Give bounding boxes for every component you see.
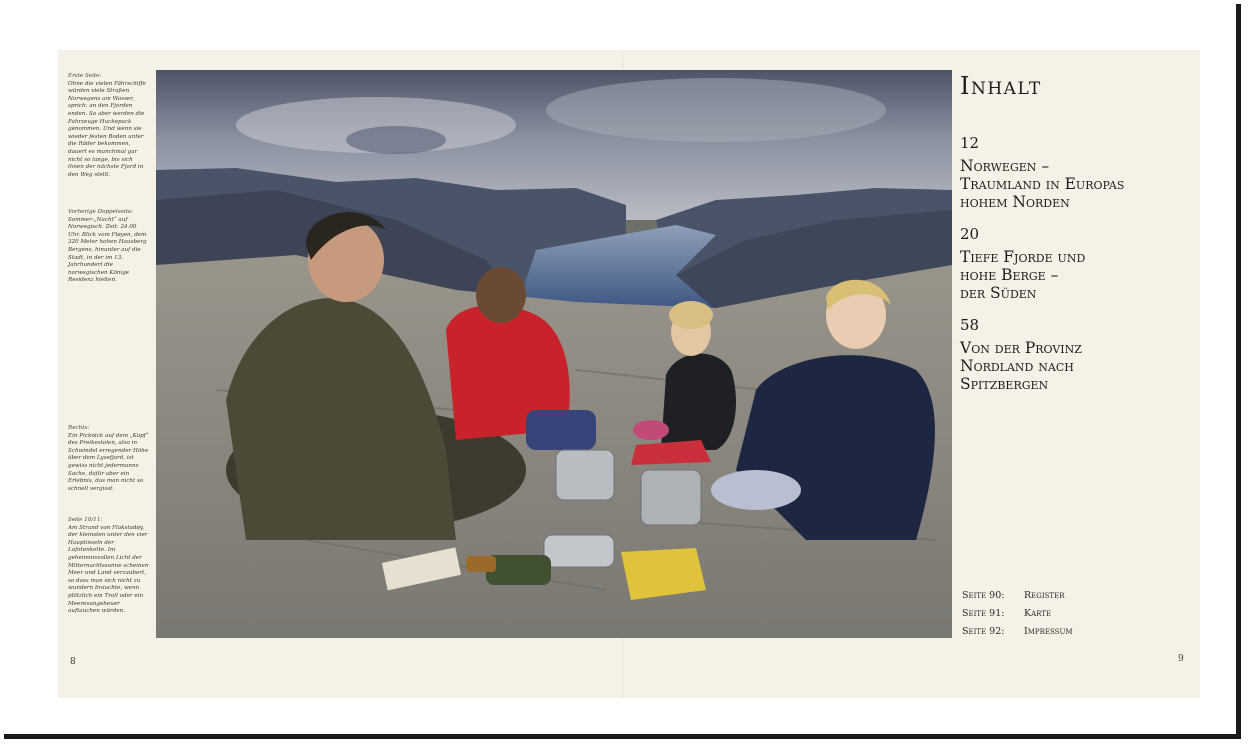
picnic-photo: [156, 70, 952, 638]
toc-title-line: hohem Norden: [960, 193, 1070, 211]
folio-right: 9: [1178, 654, 1184, 664]
toc-title: Inhalt: [960, 72, 1042, 100]
toc-title-line: Spitzbergen: [960, 375, 1049, 393]
toc-title-line: Tiefe Fjorde und: [960, 248, 1086, 266]
appendix-references: [962, 590, 1073, 644]
toc-entry: [960, 316, 1190, 393]
toc-page-number: 12: [960, 134, 980, 152]
reference-title: Impressum: [1024, 626, 1073, 637]
toc-entry: [960, 225, 1190, 302]
reference-page: Seite 90:: [962, 590, 1005, 601]
folio-left: 8: [70, 657, 76, 667]
toc-page-number: 58: [960, 316, 980, 334]
caption-text: Ein Picknick auf dem „Kopf“ des Preikestolen, also in Schwindel erregender Höhe über dem Lysefjord, ist gewiss nicht jedermanns Sache, dafür aber ein Erlebnis, das man nicht so schnell vergisst.: [68, 432, 149, 492]
toc-title-line: Nordland nach: [960, 357, 1074, 375]
caption-page-10-11: [68, 517, 150, 622]
reference-title: Karte: [1024, 608, 1052, 619]
cloud: [546, 78, 886, 142]
reference-page: Seite 92:: [962, 626, 1005, 637]
toc-title-line: der Süden: [960, 284, 1037, 302]
toc-title-line: Von der Provinz: [960, 339, 1082, 357]
reference-row: [962, 626, 1073, 644]
reference-row: [962, 590, 1073, 608]
table-of-contents: [960, 72, 1190, 407]
toc-chapter-title: [960, 339, 1190, 393]
caption-label: Rechts:: [68, 425, 90, 431]
toc-title-line: hohe Berge –: [960, 266, 1059, 284]
toc-page-number: 20: [960, 225, 980, 243]
reference-row: [962, 608, 1073, 626]
caption-text: Ohne die vielen Fährschiffe würden viele Straßen Norwegens am Wasser, sprich: an den Fjorden enden. So aber werden die Fahrzeuge Huckepack genommen. Und wenn sie wieder festen Boden unter die Räder bekommen, dauert es manchmal gar nicht so lange, bis sich ihnen der nächste Fjord in den Weg stellt.: [68, 80, 146, 178]
caption-right-photo: [68, 425, 150, 499]
caption-label: Seite 10/11:: [68, 517, 103, 523]
caption-label: Vorherige Doppelseite:: [68, 209, 134, 215]
toc-entry: [960, 134, 1190, 211]
caption-label: Erste Seite:: [68, 73, 102, 79]
toc-title-line: Norwegen –: [960, 157, 1050, 175]
picnic-illustration: [156, 70, 952, 638]
toc-chapter-title: [960, 248, 1190, 302]
caption-previous-spread: [68, 209, 150, 291]
reference-page: Seite 91:: [962, 608, 1005, 619]
toc-chapter-title: [960, 157, 1190, 211]
caption-first-page: [68, 73, 150, 185]
caption-text: Sommer-„Nacht“ auf Norwegisch. Zeit: 24.00 Uhr. Blick vom Fløyen, dem 320 Meter hohen Hausberg Bergens, hinunter auf die Stadt, in der im 13. Jahrhundert die norwegischen Könige Residenz hielten.: [68, 216, 147, 284]
toc-title-line: Traumland in Europas: [960, 175, 1125, 193]
reference-title: Register: [1024, 590, 1065, 601]
caption-text: Am Strand von Flakstadøy, der kleinsten unter den vier Hauptinseln der Lofotenkette. Im geheimnisvollen Licht der Mitternachtssonne scheinen Meer und Land verzaubert, so dass man sich nicht zu wundern brauchte, wenn plötzlich ein Troll oder ein Meeresungeheuer auftauchen würden.: [68, 524, 149, 615]
cloud: [346, 126, 446, 154]
